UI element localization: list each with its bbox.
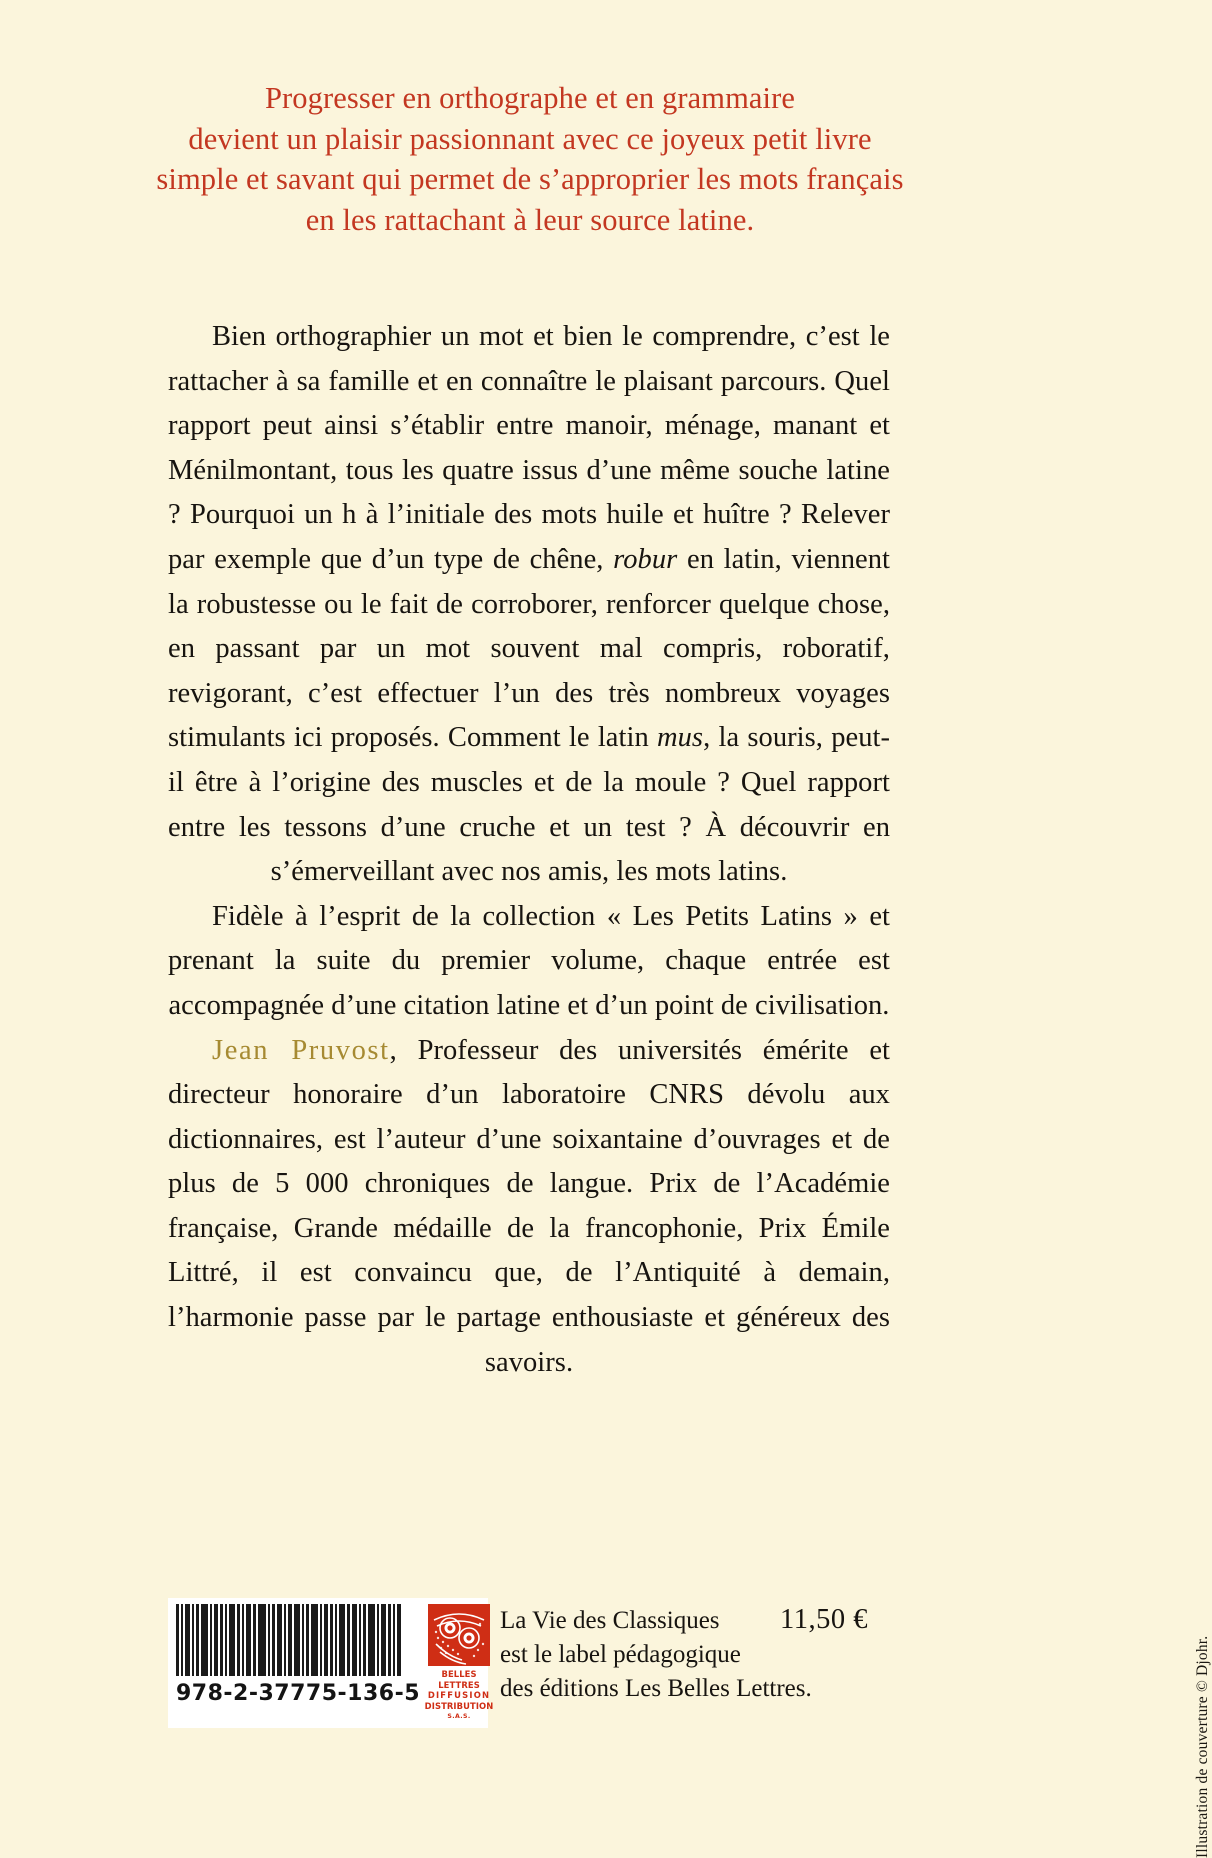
latin-word-mus: mus (656, 722, 704, 754)
footer-block (168, 1598, 1048, 1758)
headline-line-3: simple et savant qui permet de s’approprier les mots français (156, 162, 904, 196)
headline-block (100, 78, 960, 240)
blurb-paragraph-2: Fidèle à l’esprit de la collection « Les Petits Latins » et prenant la suite du premier volume, chaque entrée est accompagnée d’une citation latine et d’un point de civilisation. (168, 900, 890, 1021)
publisher-line-3: des éditions Les Belles Lettres. (500, 1675, 812, 1702)
blurb-paragraph-1 (168, 315, 890, 895)
publisher-line-1: La Vie des Classiques (500, 1607, 720, 1634)
ean13-barcode (176, 1604, 420, 1676)
blurb-block (168, 315, 890, 1385)
cover-illustration-credit: Illustration de couverture © Djohr. (1194, 1635, 1211, 1858)
publisher-note (500, 1604, 812, 1706)
isbn-number: 978-2-37775-136-5 (176, 1681, 421, 1706)
distributor-name (425, 1669, 494, 1723)
blurb-p1-text-b: en latin, viennent la robustesse ou le fait de corroborer, renforcer quelque chose, en passant par un mot souvent mal compris, roboratif, revigorant, c’est effectuer l’un des très nombreux voyages stimulants ici proposés. Comment le latin (168, 543, 890, 754)
barcode-block (168, 1598, 494, 1728)
distributor-line-2: DIFFUSION (427, 1690, 491, 1700)
latin-word-robur: robur (613, 543, 678, 575)
headline-line-2: devient un plaisir passionnant avec ce joyeux petit livre (188, 121, 872, 156)
author-name: Jean Pruvost (212, 1034, 390, 1066)
headline-line-4: en les rattachant à leur source latine. (305, 202, 755, 237)
blurb-paragraph-3 (168, 1029, 890, 1386)
headline-line-1: Progresser en orthographe et en grammaire (264, 81, 796, 115)
price-label: 11,50 € (780, 1604, 868, 1635)
blurb-p1-text-c: , la souris, peut-il être à l’origine des muscles et de la moule ? Quel rapport entre les tessons d’une cruche et un test ? À découvrir en s’émerveillant avec nos amis, les mots latins. (168, 722, 890, 888)
distributor-line-3: DISTRIBUTION (424, 1700, 494, 1711)
blurb-p1-text-a: Bien orthographier un mot et bien le comprendre, c’est le rattacher à sa famille et en connaître le plaisant parcours. Quel rapport peut ainsi s’établir entre manoir, ménage, manant et Ménilmontant, tous les quatre issus d’une même souche latine ? Pourquoi un h à l’initiale des mots huile et huître ? Relever par exemple que d’un type de chêne, (168, 321, 890, 575)
belles-lettres-distributor-logo (426, 1604, 492, 1723)
distributor-line-4: S.A.S. (447, 1713, 471, 1720)
publisher-line-2: est le label pédagogique (500, 1641, 741, 1668)
author-bio-text: , Professeur des universités émérite et directeur honoraire d’un laboratoire CNRS dévolu aux dictionnaires, est l’auteur d’une soixantaine d’ouvrages et de plus de 5 000 chroniques de langue. Prix de l’Académie française, Grande médaille de la francophonie, Prix Émile Littré, il est convaincu que, de l’Antiquité à demain, l’harmonie passe par le partage enthousiaste et généreux des savoirs. (168, 1034, 890, 1378)
owl-icon (428, 1604, 490, 1666)
distributor-line-1: BELLES LETTRES (438, 1669, 480, 1690)
